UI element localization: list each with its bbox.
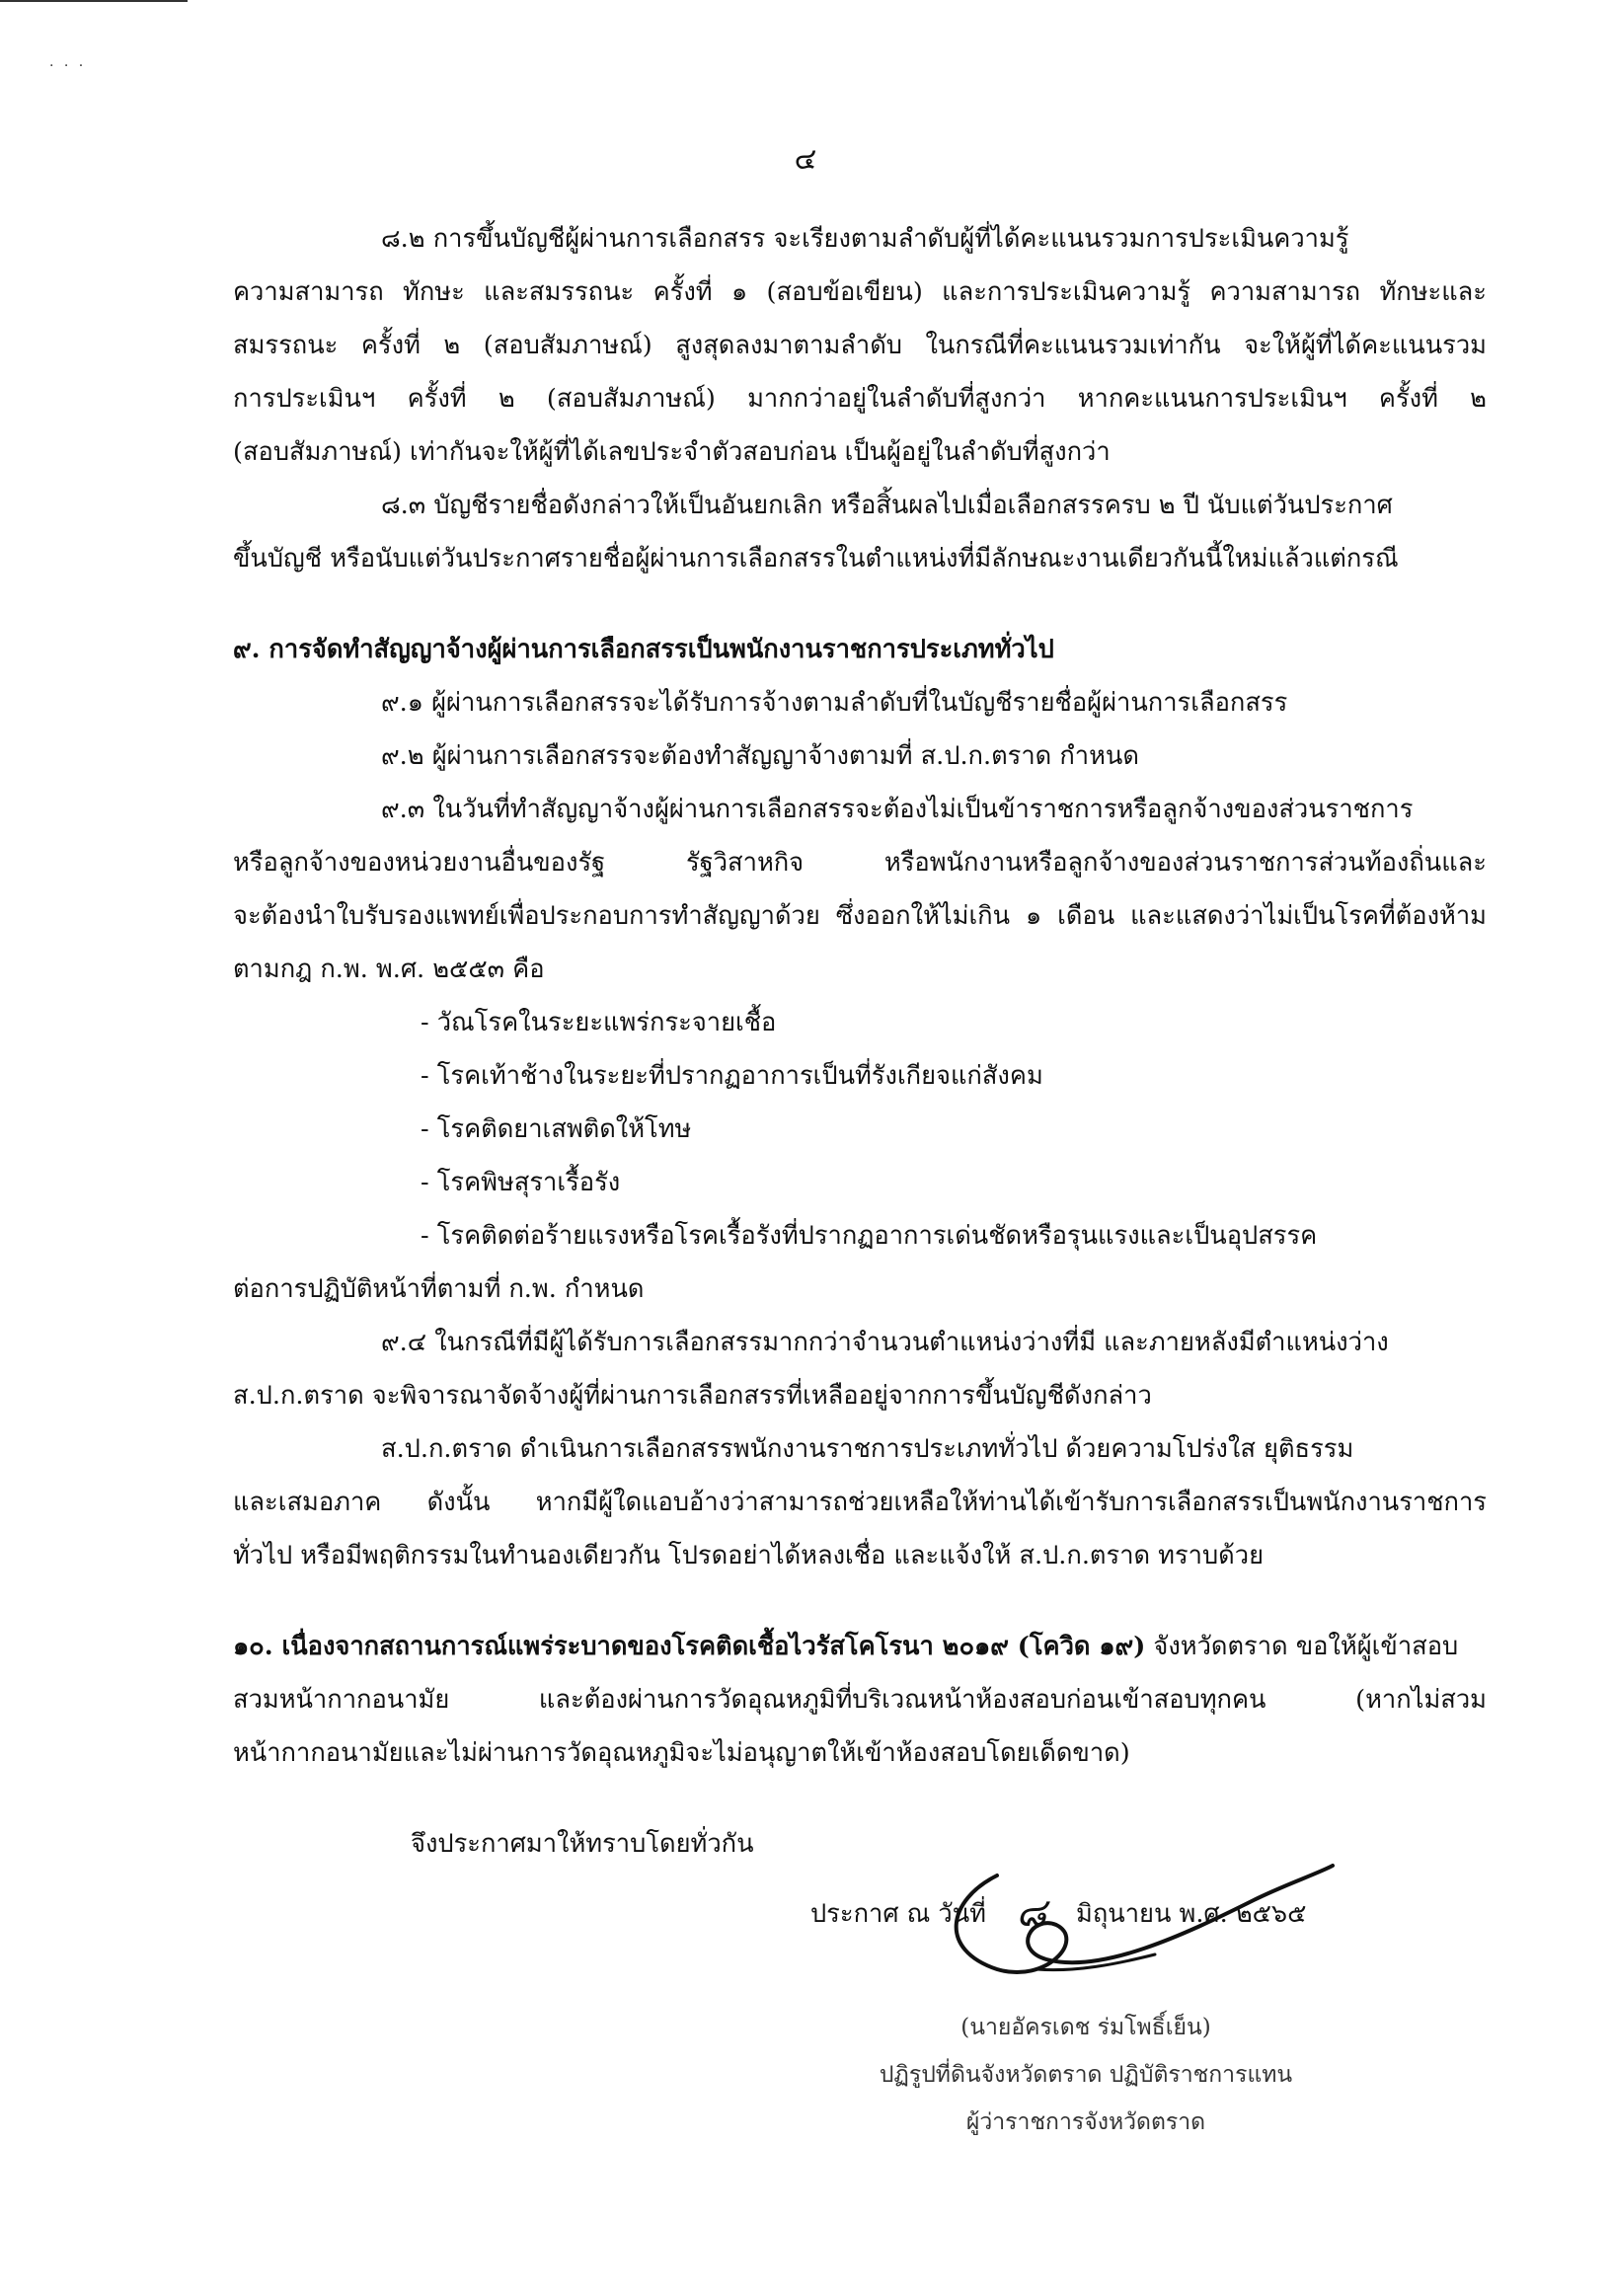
item-9-1: ๙.๑ ผู้ผ่านการเลือกสรรจะได้รับการจ้างตามลำดับที่ในบัญชีรายชื่อผู้ผ่านการเลือกสรร: [381, 688, 1288, 718]
section-10-line-3: หน้ากากอนามัยและไม่ผ่านการวัดอุณหภูมิจะไม่อนุญาตให้เข้าห้องสอบโดยเด็ดขาด): [233, 1738, 1130, 1768]
item-9-4-line-1: ๙.๔ ในกรณีที่มีผู้ได้รับการเลือกสรรมากกว่าจำนวนตำแหน่งว่างที่มี และภายหลังมีตำแหน่งว่าง: [381, 1328, 1389, 1357]
signatory-authority: ผู้ว่าราชการจังหวัดตราด: [965, 2109, 1206, 2135]
document-body: [233, 212, 1487, 1940]
item-9-5-line-2: และเสมอภาค ดังนั้น หากมีผู้ใดแอบอ้างว่าสามารถช่วยเหลือให้ท่านได้เข้ารับการเลือกสรรเป็นพนักงานราชการ: [233, 1488, 1487, 1517]
para-8-2-line-3: สมรรถนะ ครั้งที่ ๒ (สอบสัมภาษณ์) สูงสุดลงมาตามลำดับ ในกรณีที่คะแนนรวมเท่ากัน จะให้ผู้ที่ได้คะแนนรวม: [233, 331, 1487, 360]
para-8-3-line-1: ๘.๓ บัญชีรายชื่อดังกล่าวให้เป็นอันยกเลิก หรือสิ้นผลไปเมื่อเลือกสรรครบ ๒ ปี นับแต่วันประกาศ: [381, 491, 1393, 520]
date-suffix: มิถุนายน พ.ศ. ๒๕๖๕: [1076, 1899, 1307, 1929]
para-8-2-line-5: (สอบสัมภาษณ์) เท่ากันจะให้ผู้ที่ได้เลขประจำตัวสอบก่อน เป็นผู้อยู่ในลำดับที่สูงกว่า: [233, 437, 1111, 467]
disease-item-4: - โรคพิษสุราเรื้อรัง: [421, 1168, 621, 1197]
para-8-2-line-1: ๘.๒ การขึ้นบัญชีผู้ผ่านการเลือกสรร จะเรียงตามลำดับผู้ที่ได้คะแนนรวมการประเมินความรู้: [381, 224, 1349, 254]
disease-item-2: - โรคเท้าช้างในระยะที่ปรากฏอาการเป็นที่รังเกียจแก่สังคม: [421, 1061, 1043, 1091]
disease-item-3: - โรคติดยาเสพติดให้โทษ: [421, 1114, 692, 1144]
item-9-3-line-4: ตามกฎ ก.พ. พ.ศ. ๒๕๕๓ คือ: [233, 955, 545, 984]
item-9-3-line-3: จะต้องนำใบรับรองแพทย์เพื่อประกอบการทำสัญญาด้วย ซึ่งออกให้ไม่เกิน ๑ เดือน และแสดงว่าไม่เป็นโรคที่ต้องห้าม: [233, 901, 1487, 931]
signatory-block: [809, 2004, 1362, 2146]
date-day: ๘: [1016, 1890, 1046, 1936]
top-edge-line: [0, 0, 188, 2]
item-9-5-line-3: ทั่วไป หรือมีพฤติกรรมในทำนองเดียวกัน โปรดอย่าได้หลงเชื่อ และแจ้งให้ ส.ป.ก.ตราด ทราบด้วย: [233, 1541, 1265, 1570]
signatory-name: (นายอัครเดช ร่มโพธิ์เย็น): [960, 2015, 1211, 2040]
item-9-3-line-2: หรือลูกจ้างของหน่วยงานอื่นของรัฐ รัฐวิสาหกิจ หรือพนักงานหรือลูกจ้างของส่วนราชการส่วนท้องถิ่นและ: [233, 848, 1487, 878]
disease-item-1: - วัณโรคในระยะแพร่กระจายเชื้อ: [421, 1008, 777, 1037]
item-9-2: ๙.๒ ผู้ผ่านการเลือกสรรจะต้องทำสัญญาจ้างตามที่ ส.ป.ก.ตราด กำหนด: [381, 741, 1139, 771]
date-prefix: ประกาศ ณ วันที่: [810, 1899, 986, 1929]
para-8-3-line-2: ขึ้นบัญชี หรือนับแต่วันประกาศรายชื่อผู้ผ่านการเลือกสรรในตำแหน่งที่มีลักษณะงานเดียวกันนี้ใหม่แล้วแต่กรณี: [233, 544, 1399, 574]
item-9-3-line-1: ๙.๓ ในวันที่ทำสัญญาจ้างผู้ผ่านการเลือกสรรจะต้องไม่เป็นข้าราชการหรือลูกจ้างของส่วนราชการ: [381, 795, 1414, 824]
item-9-4-line-2: ส.ป.ก.ตราด จะพิจารณาจัดจ้างผู้ที่ผ่านการเลือกสรรที่เหลืออยู่จากการขึ้นบัญชีดังกล่าว: [233, 1381, 1152, 1411]
item-9-5-line-1: ส.ป.ก.ตราด ดำเนินการเลือกสรรพนักงานราชการประเภททั่วไป ด้วยความโปร่งใส ยุติธรรม: [381, 1434, 1354, 1464]
section-9-heading: ๙. การจัดทำสัญญาจ้างผู้ผ่านการเลือกสรรเป็นพนักงานราชการประเภททั่วไป: [233, 635, 1054, 664]
signatory-position: ปฏิรูปที่ดินจังหวัดตราด ปฏิบัติราชการแทน: [879, 2062, 1293, 2088]
signature-image: [928, 1856, 1342, 2004]
para-8-2-line-2: ความสามารถ ทักษะ และสมรรถนะ ครั้งที่ ๑ (สอบข้อเขียน) และการประเมินความรู้ ความสามารถ ทักษะและ: [233, 277, 1487, 307]
disease-item-5-line-2: ต่อการปฏิบัติหน้าที่ตามที่ ก.พ. กำหนด: [233, 1274, 645, 1304]
para-8-2-line-4: การประเมินฯ ครั้งที่ ๒ (สอบสัมภาษณ์) มากกว่าอยู่ในลำดับที่สูงกว่า หากคะแนนการประเมินฯ ครั้งที่ ๒: [233, 384, 1487, 414]
page-number: ๔: [794, 142, 817, 177]
section-10-heading: ๑๐. เนื่องจากสถานการณ์แพร่ระบาดของโรคติดเชื้อไวรัสโคโรนา ๒๐๑๙ (โควิด ๑๙): [233, 1632, 1146, 1661]
disease-item-5-line-1: - โรคติดต่อร้ายแรงหรือโรคเรื้อรังที่ปรากฏอาการเด่นชัดหรือรุนแรงและเป็นอุปสรรค: [421, 1221, 1318, 1251]
section-10-line-1: [233, 1620, 1487, 1673]
section-10-line-2: สวมหน้ากากอนามัย และต้องผ่านการวัดอุณหภูมิที่บริเวณหน้าห้องสอบก่อนเข้าสอบทุกคน (หากไม่สวม: [233, 1685, 1487, 1715]
scan-speck-marks: . . .: [49, 54, 87, 70]
closing-statement: จึงประกาศมาให้ทราบโดยทั่วกัน: [411, 1829, 754, 1859]
section-10-heading-rest: จังหวัดตราด ขอให้ผู้เข้าสอบ: [1153, 1632, 1459, 1661]
